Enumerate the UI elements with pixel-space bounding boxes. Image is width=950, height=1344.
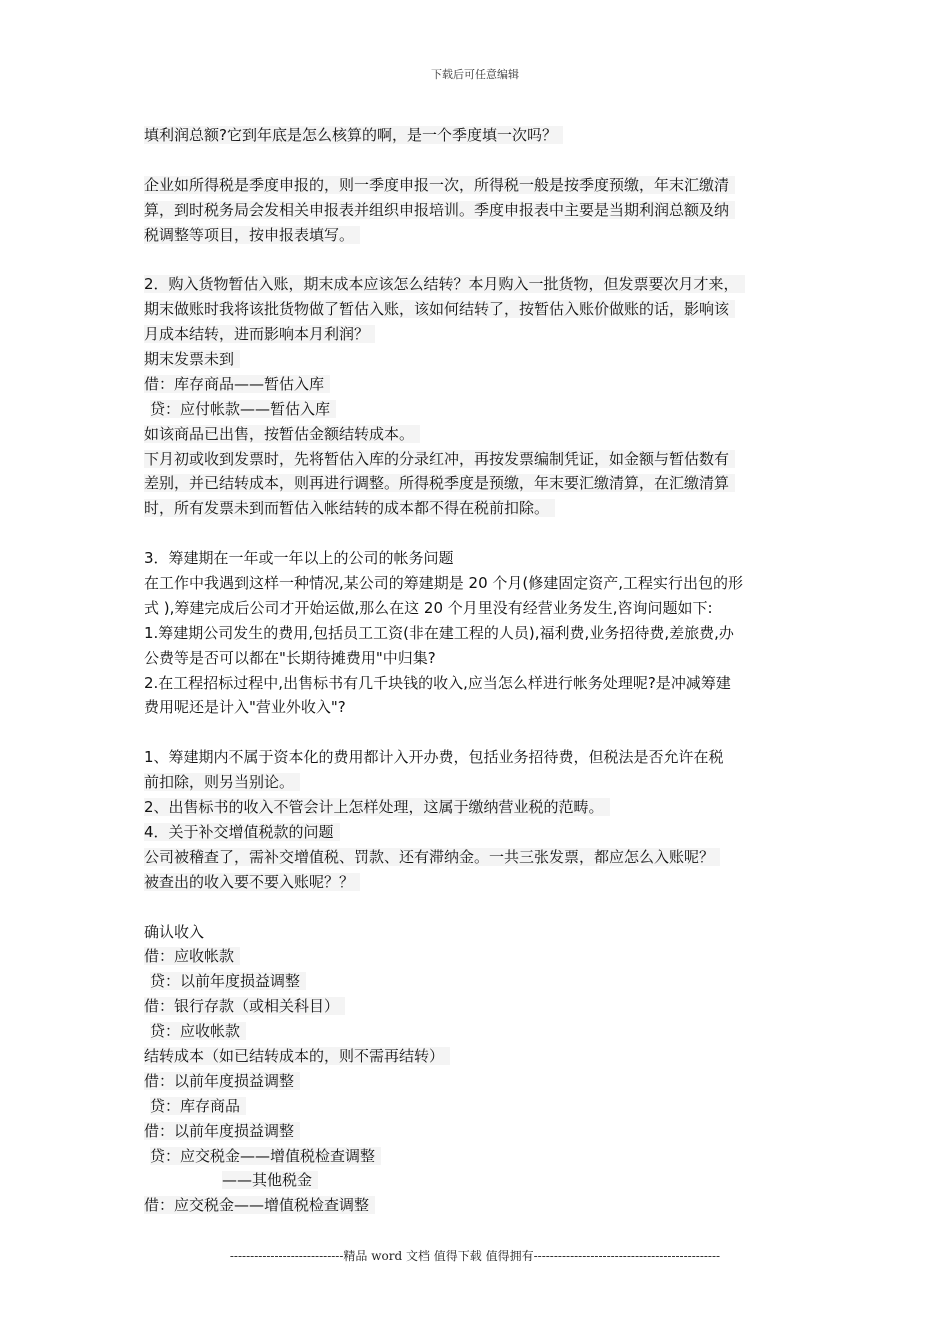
text-line-21: 1.筹建期公司发生的费用,包括员工工资(非在建工程的人员),福利费,业务招待费,差旅费,办 [144,623,734,642]
blank-line [144,247,812,272]
blank-line [144,720,812,745]
page-header: 下载后可任意编辑 [431,68,519,81]
entry-credit: 贷：以前年度损益调整 [144,969,812,994]
section-heading-2: 2．购入货物暂估入账，期末成本应该怎么结转？本月购入一批货物，但发票要次月才来， [144,272,812,297]
text-line-15: 差别，并已结转成本，则再进行调整。所得税季度是预缴，年末要汇缴清算，在汇缴清算 [144,471,812,496]
entry-credit: 贷：应付帐款——暂估入库 [144,397,812,422]
blank-line [144,895,812,920]
document-body [144,123,812,1218]
text-line-13: 如该商品已出售，按暂估金额结转成本。 [144,422,812,447]
text-line-1: 填利润总额?它到年底是怎么核算的啊，是一个季度填一次吗？ [144,123,812,148]
section-heading-4: 4．关于补交增值税款的问题 [144,820,812,845]
text-line-19: 在工作中我遇到这样一种情况,某公司的筹建期是 20 个月(修建固定资产,工程实行出包的形 [144,574,744,593]
text-line-20: 式 ),筹建完成后公司才开始运做,那么在这 20 个月里没有经营业务发生,咨询问题如下: [144,598,713,617]
text-line-31: 被查出的收入要不要入账呢？？ [144,870,812,895]
text-line-9: 月成本结转，进而影响本月利润？ [144,322,812,347]
text-line-5: 税调整等项目，按申报表填写。 [144,223,812,248]
text-line-28: 2、出售标书的收入不管会计上怎样处理，这属于缴纳营业税的范畴。 [144,795,812,820]
entry-debit: 借：以前年度损益调整 [144,1119,812,1144]
section-heading-3: 3．筹建期在一年或一年以上的公司的帐务问题 [144,549,454,568]
text-line-30: 公司被稽查了，需补交增值税、罚款、还有滞纳金。一共三张发票，都应怎么入账呢？ [144,845,812,870]
entry-credit: 贷：应交税金——增值税检查调整 [144,1144,812,1169]
entry-debit: 借：以前年度损益调整 [144,1069,812,1094]
text-line-26: 1、筹建期内不属于资本化的费用都计入开办费，包括业务招待费，但税法是否允许在税 [144,748,724,767]
text-line-14: 下月初或收到发票时，先将暂估入库的分录红冲，再按发票编制凭证，如金额与暂估数有 [144,447,812,472]
text-line-3: 企业如所得税是季度申报的，则一季度申报一次，所得税一般是按季度预缴，年末汇缴清 [144,173,812,198]
text-line-10: 期末发票未到 [144,347,812,372]
text-line-22: 公费等是否可以都在"长期待摊费用"中归集? [144,648,436,667]
entry-credit: 贷：应收帐款 [144,1019,812,1044]
entry-debit: 借：应交税金——增值税检查调整 [144,1193,812,1218]
text-line-8: 期末做账时我将该批货物做了暂估入账，该如何结转了，按暂估入账价做账的话，影响该 [144,297,812,322]
text-line-38: 结转成本（如已结转成本的，则不需再结转） [144,1044,812,1069]
text-line-16: 时，所有发票未到而暂估入帐结转的成本都不得在税前扣除。 [144,496,812,521]
text-line-23: 2.在工程招标过程中,出售标书有几千块钱的收入,应当怎么样进行帐务处理呢?是冲减筹建 [144,673,731,692]
entry-credit: 贷：库存商品 [144,1094,812,1119]
text-line-4: 算，到时税务局会发相关申报表并组织申报培训。季度申报表中主要是当期利润总额及纳 [144,198,812,223]
page-footer: ----------------------------精品 word 文档 值得下载 值得拥有---------------------------------------------- [229,1249,721,1263]
entry-debit: 借：应收帐款 [144,944,812,969]
text-line-24: 费用呢还是计入"营业外收入"? [144,698,346,717]
entry-debit: 借：库存商品——暂估入库 [144,372,812,397]
blank-line [144,148,812,173]
blank-line [144,521,812,546]
entry-credit-sub: ——其他税金 [144,1168,812,1193]
text-line-33: 确认收入 [144,922,205,941]
text-line-27: 前扣除，则另当别论。 [144,770,812,795]
entry-debit: 借：银行存款（或相关科目） [144,994,812,1019]
